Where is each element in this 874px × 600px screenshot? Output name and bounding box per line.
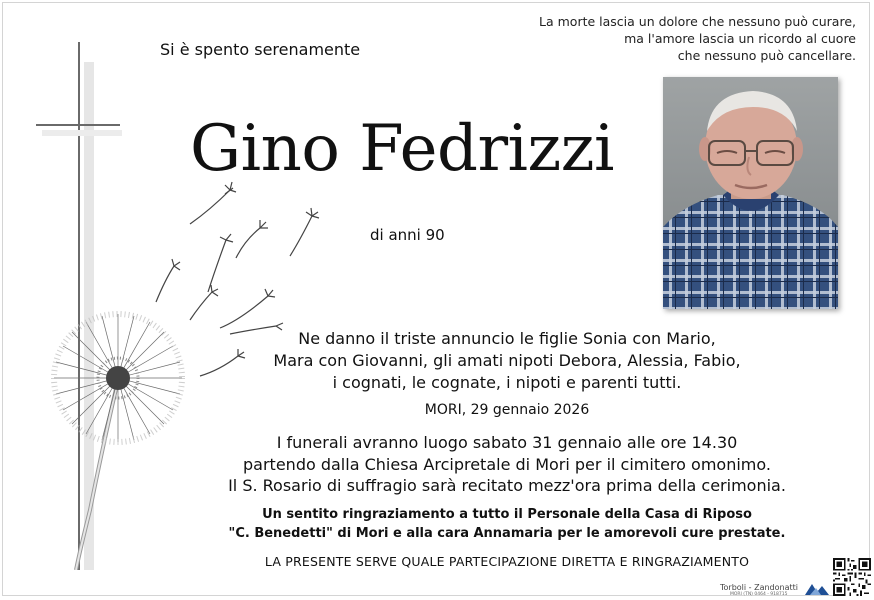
thanks-line: Un sentito ringraziamento a tutto il Personale della Casa di Riposo xyxy=(262,507,752,522)
thanks-line: "C. Benedetti" di Mori e alla cara Annamaria per le amorevoli cure prestate. xyxy=(228,526,786,541)
funeral-line: Il S. Rosario di suffragio sarà recitato mezz'ora prima della cerimonia. xyxy=(228,476,786,495)
footer-notice: LA PRESENTE SERVE QUALE PARTECIPAZIONE DIRETTA E RINGRAZIAMENTO xyxy=(264,554,750,569)
intro-text: Si è spento serenamente xyxy=(160,40,361,59)
announcement-block xyxy=(212,328,802,394)
quote-line: che nessuno può cancellare. xyxy=(677,48,856,63)
announcement-line: Mara con Giovanni, gli amati nipoti Debora, Alessia, Fabio, xyxy=(273,351,741,370)
funeral-details xyxy=(212,432,802,497)
funeral-line: partendo dalla Chiesa Arcipretale di Mori per il cimitero omonimo. xyxy=(243,454,771,474)
funeral-line: I funerali avranno luogo sabato 31 gennaio alle ore 14.30 xyxy=(276,433,738,452)
thanks-block xyxy=(212,505,802,543)
announcement-line: Ne danno il triste annuncio le figlie Sonia con Mario, xyxy=(298,329,716,348)
deceased-name: Gino Fedrizzi xyxy=(190,112,614,186)
agency-contact: MORI (TN) 0464 - 918715 xyxy=(730,592,788,597)
agency-logo-icon xyxy=(804,582,830,596)
qr-code-icon[interactable] xyxy=(833,558,871,596)
deceased-age: di anni 90 xyxy=(370,226,445,244)
announcement-line: i cognati, le cognate, i nipoti e parenti tutti. xyxy=(332,373,682,392)
place-date: MORI, 29 gennaio 2026 xyxy=(424,402,590,418)
quote-block xyxy=(539,13,856,64)
agency-name: Torboli - Zandonatti xyxy=(720,583,798,592)
quote-line: ma l'amore lascia un ricordo al cuore xyxy=(624,31,856,46)
portrait-photo xyxy=(663,77,838,309)
quote-line: La morte lascia un dolore che nessuno può curare, xyxy=(539,14,856,29)
